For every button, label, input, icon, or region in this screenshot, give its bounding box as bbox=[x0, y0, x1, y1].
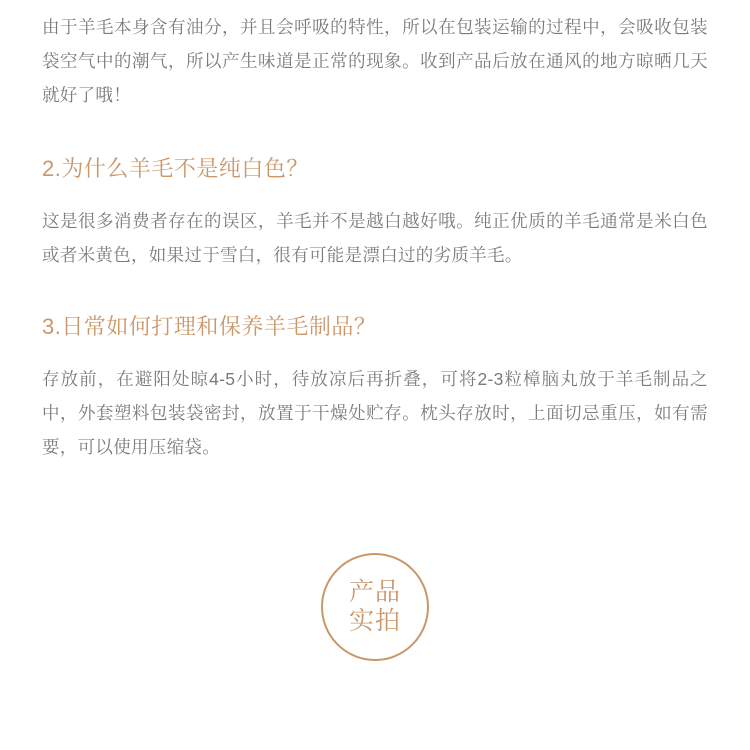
spacer bbox=[42, 342, 708, 362]
badge-circle bbox=[321, 553, 429, 661]
spacer bbox=[42, 112, 708, 154]
section-3-heading: 3.日常如何打理和保养羊毛制品？ bbox=[42, 314, 377, 339]
intro-paragraph: 由于羊毛本身含有油分，并且会呼吸的特性，所以在包装运输的过程中，会吸收包装袋空气中的潮气，所以产生味道是正常的现象。收到产品后放在通风的地方晾晒几天就好了哦！ bbox=[42, 17, 708, 105]
badge-line-2: 实拍 bbox=[348, 607, 401, 635]
faq-section-3 bbox=[42, 312, 708, 464]
product-photo-badge bbox=[0, 553, 750, 661]
section-2-heading: 2.为什么羊毛不是纯白色？ bbox=[42, 156, 309, 181]
intro-block bbox=[42, 0, 708, 112]
spacer bbox=[42, 272, 708, 312]
section-3-paragraph: 存放前，在避阳处晾4-5小时，待放凉后再折叠，可将2-3粒樟脑丸放于羊毛制品之中，外套塑料包装袋密封，放置于干燥处贮存。枕头存放时，上面切忌重压，如有需要，可以使用压缩袋。 bbox=[42, 369, 708, 457]
spacer bbox=[42, 184, 708, 204]
faq-section-2 bbox=[42, 154, 708, 272]
section-2-paragraph: 这是很多消费者存在的误区，羊毛并不是越白越好哦。纯正优质的羊毛通常是米白色或者米黄色，如果过于雪白，很有可能是漂白过的劣质羊毛。 bbox=[42, 211, 708, 265]
badge-line-1: 产品 bbox=[348, 578, 401, 606]
